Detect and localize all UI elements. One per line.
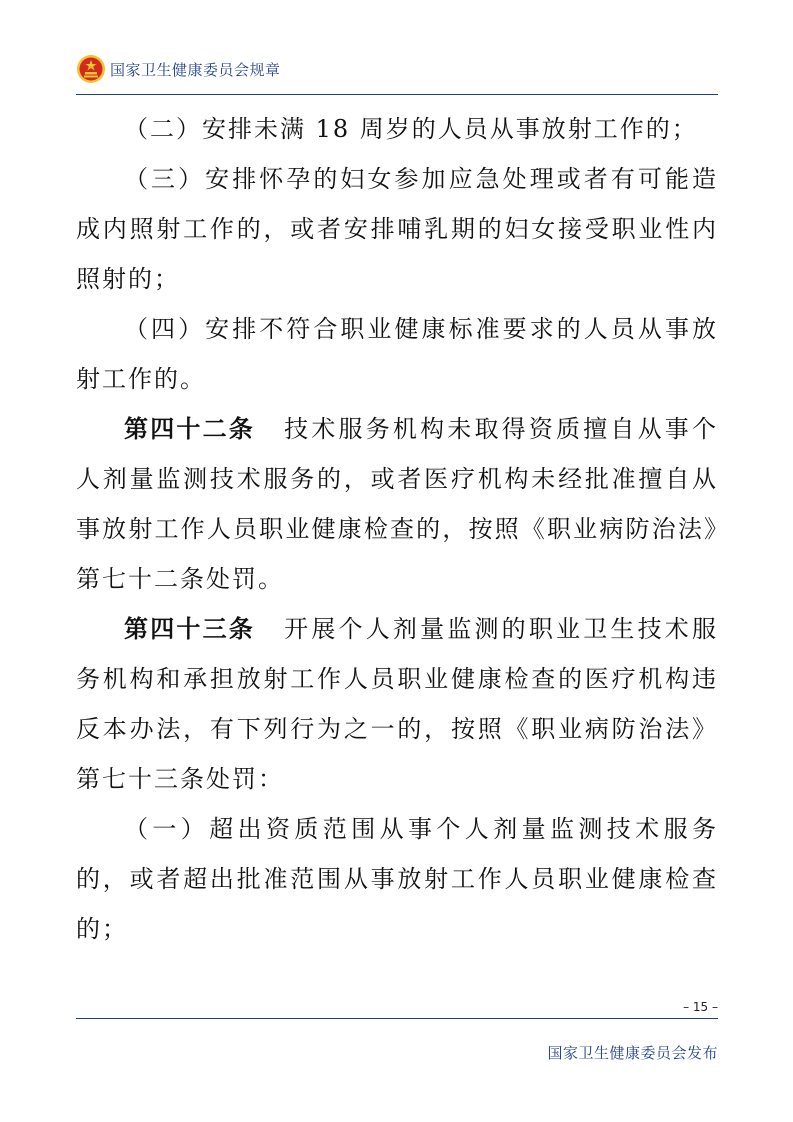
paragraph-item-4: （四）安排不符合职业健康标准要求的人员从事放射工作的。: [76, 315, 718, 393]
article-43-title: 第四十三条: [124, 615, 255, 643]
article-42-text: 技术服务机构未取得资质擅自从事个人剂量监测技术服务的，或者医疗机构未经批准擅自从事放射工作人员职业健康检查的，按照《职业病防治法》第七十二条处罚。: [76, 415, 718, 593]
document-body: [76, 104, 718, 954]
national-emblem-icon: [76, 54, 106, 84]
page-header: [76, 52, 716, 92]
header-divider: [76, 94, 718, 95]
footer-publisher: 国家卫生健康委员会发布: [547, 1044, 718, 1062]
paragraph-item-3: （三）安排怀孕的妇女参加应急处理或者有可能造成内照射工作的，或者安排哺乳期的妇女接受职业性内照射的；: [76, 165, 718, 293]
article-43-text: 开展个人剂量监测的职业卫生技术服务机构和承担放射工作人员职业健康检查的医疗机构违反本办法，有下列行为之一的，按照《职业病防治法》第七十三条处罚：: [76, 615, 718, 793]
article-43: [76, 604, 718, 804]
header-title: 国家卫生健康委员会规章: [110, 61, 281, 79]
paragraph-item-2: （二）安排未满 18 周岁的人员从事放射工作的；: [124, 115, 698, 143]
article-42: [76, 404, 718, 604]
footer-divider: [76, 1018, 718, 1019]
page-number: – 15 –: [683, 1000, 718, 1014]
article-42-title: 第四十二条: [124, 415, 255, 443]
paragraph-item-1: （一）超出资质范围从事个人剂量监测技术服务的，或者超出批准范围从事放射工作人员职业健康检查的；: [76, 815, 718, 943]
